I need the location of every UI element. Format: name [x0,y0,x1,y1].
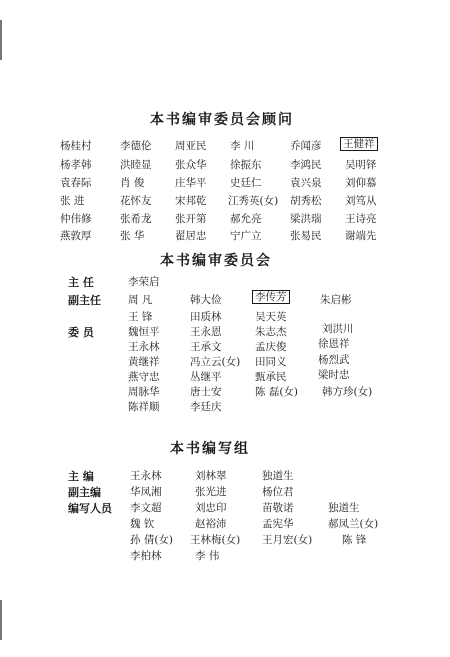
member-name: 王承文 [190,341,222,353]
advisor-name: 张开第 [175,213,207,225]
member-name: 冯立云(女) [190,356,241,368]
advisor-name: 郝允亮 [230,213,262,225]
writer-name: 赵裕沛 [195,518,227,530]
chief-editor-name: 刘林翠 [195,470,227,482]
member-name: 徐恩祥 [318,338,350,350]
deputy-director-name-boxed: 李传芳 [252,290,290,304]
chief-editor-name: 独道生 [262,470,294,482]
chief-editor-name: 王永林 [130,470,162,482]
member-name: 黄继祥 [128,356,160,368]
advisor-name: 徐振东 [230,159,262,171]
section-title-advisors: 本书编审委员会顾问 [150,112,294,128]
role-label-members: 委 员 [68,326,94,339]
member-name: 魏恒平 [128,326,160,338]
scan-edge-mark [0,20,2,60]
advisor-name: 杨桂村 [60,140,92,152]
advisor-name: 王诗亮 [345,213,377,225]
writer-name: 独道生 [328,502,360,514]
role-label-deputy-chief-editor: 副主编 [68,486,101,499]
advisor-name: 李鸿民 [290,159,322,171]
member-name: 王永林 [128,341,160,353]
writer-name: 孙 倩(女) [130,534,174,546]
advisor-name: 宋邦乾 [175,195,207,207]
advisor-name: 李 川 [230,140,255,152]
advisor-name: 张易民 [290,230,322,242]
advisor-name: 仲伟修 [60,213,92,225]
writer-name: 李 伟 [195,550,220,562]
member-name: 田同义 [255,356,287,368]
writer-name: 陈 锋 [342,534,367,546]
advisor-name: 袁春际 [60,177,92,189]
advisor-name: 宁广立 [230,230,262,242]
writer-name: 王林梅(女) [190,534,241,546]
advisor-name: 乔闻彦 [290,140,322,152]
member-name: 杨烈武 [318,354,350,366]
advisor-name: 张希龙 [120,213,152,225]
section-title-committee: 本书编审委员会 [160,253,272,269]
advisor-name: 史廷仁 [230,177,262,189]
member-name: 王永恩 [190,326,222,338]
deputy-director-name: 田质林 [190,311,222,323]
advisor-name: 张 进 [60,195,85,207]
deputy-chief-editor-name: 张光进 [195,486,227,498]
member-name: 李廷庆 [190,401,222,413]
advisor-name: 江秀英(女) [228,195,279,207]
writer-name: 李柏林 [130,550,162,562]
advisor-name: 张 华 [120,230,145,242]
advisor-name: 李德伦 [120,140,152,152]
member-name: 燕守忠 [128,371,160,383]
writer-name: 刘忠印 [195,502,227,514]
advisor-name: 燕敦厚 [60,230,92,242]
writer-name: 苗敬诺 [262,502,294,514]
member-name: 周脉华 [128,386,160,398]
advisor-name: 庄华平 [175,177,207,189]
deputy-director-name: 吴天英 [255,311,287,323]
advisor-name: 周亚民 [175,140,207,152]
member-name: 陈祥顺 [128,401,160,413]
advisor-name: 胡秀松 [290,195,322,207]
deputy-director-name: 韩大俭 [190,294,222,306]
member-name: 梁时忠 [318,369,350,381]
advisor-name: 翟居忠 [175,230,207,242]
writer-name: 郝凤兰(女) [328,518,379,530]
member-name: 丛继平 [190,371,222,383]
role-label-director: 主 任 [68,276,94,289]
advisor-name: 洪睦显 [120,159,152,171]
member-name: 刘洪川 [322,323,354,335]
role-label-deputy-director: 副主任 [68,294,101,307]
advisor-name: 梁洪瑞 [290,213,322,225]
role-label-chief-editor: 主 编 [68,470,94,483]
section-title-writing-group: 本书编写组 [170,441,250,457]
director-name: 李荣启 [128,276,160,288]
writer-name: 魏 钦 [130,518,155,530]
scan-edge-mark [0,600,2,640]
member-name: 朱志杰 [255,326,287,338]
deputy-director-name: 王 锋 [128,311,153,323]
role-label-writers: 编写人员 [68,502,112,515]
advisor-name: 谢端先 [345,230,377,242]
advisor-name: 袁兴泉 [290,177,322,189]
advisor-name: 杨孝韩 [60,159,92,171]
writer-name: 李文超 [130,502,162,514]
advisor-name: 刘仰慕 [345,177,377,189]
member-name: 陈 磊(女) [255,386,299,398]
writer-name: 王月宏(女) [262,534,313,546]
deputy-chief-editor-name: 华凤湘 [130,486,162,498]
advisor-name: 肖 俊 [120,177,145,189]
advisor-name: 张众华 [175,159,207,171]
deputy-chief-editor-name: 杨位君 [262,486,294,498]
deputy-director-name: 周 凡 [128,294,153,306]
deputy-director-name: 朱启彬 [320,294,352,306]
advisor-name: 吴明铎 [345,159,377,171]
advisor-name-boxed: 王健祥 [340,137,378,151]
member-name: 孟庆俊 [255,341,287,353]
advisor-name: 花怀友 [120,195,152,207]
member-name: 甄承民 [255,371,287,383]
member-name: 韩方珍(女) [322,386,373,398]
writer-name: 孟宪华 [262,518,294,530]
member-name: 唐士安 [190,386,222,398]
advisor-name: 刘笃从 [345,195,377,207]
